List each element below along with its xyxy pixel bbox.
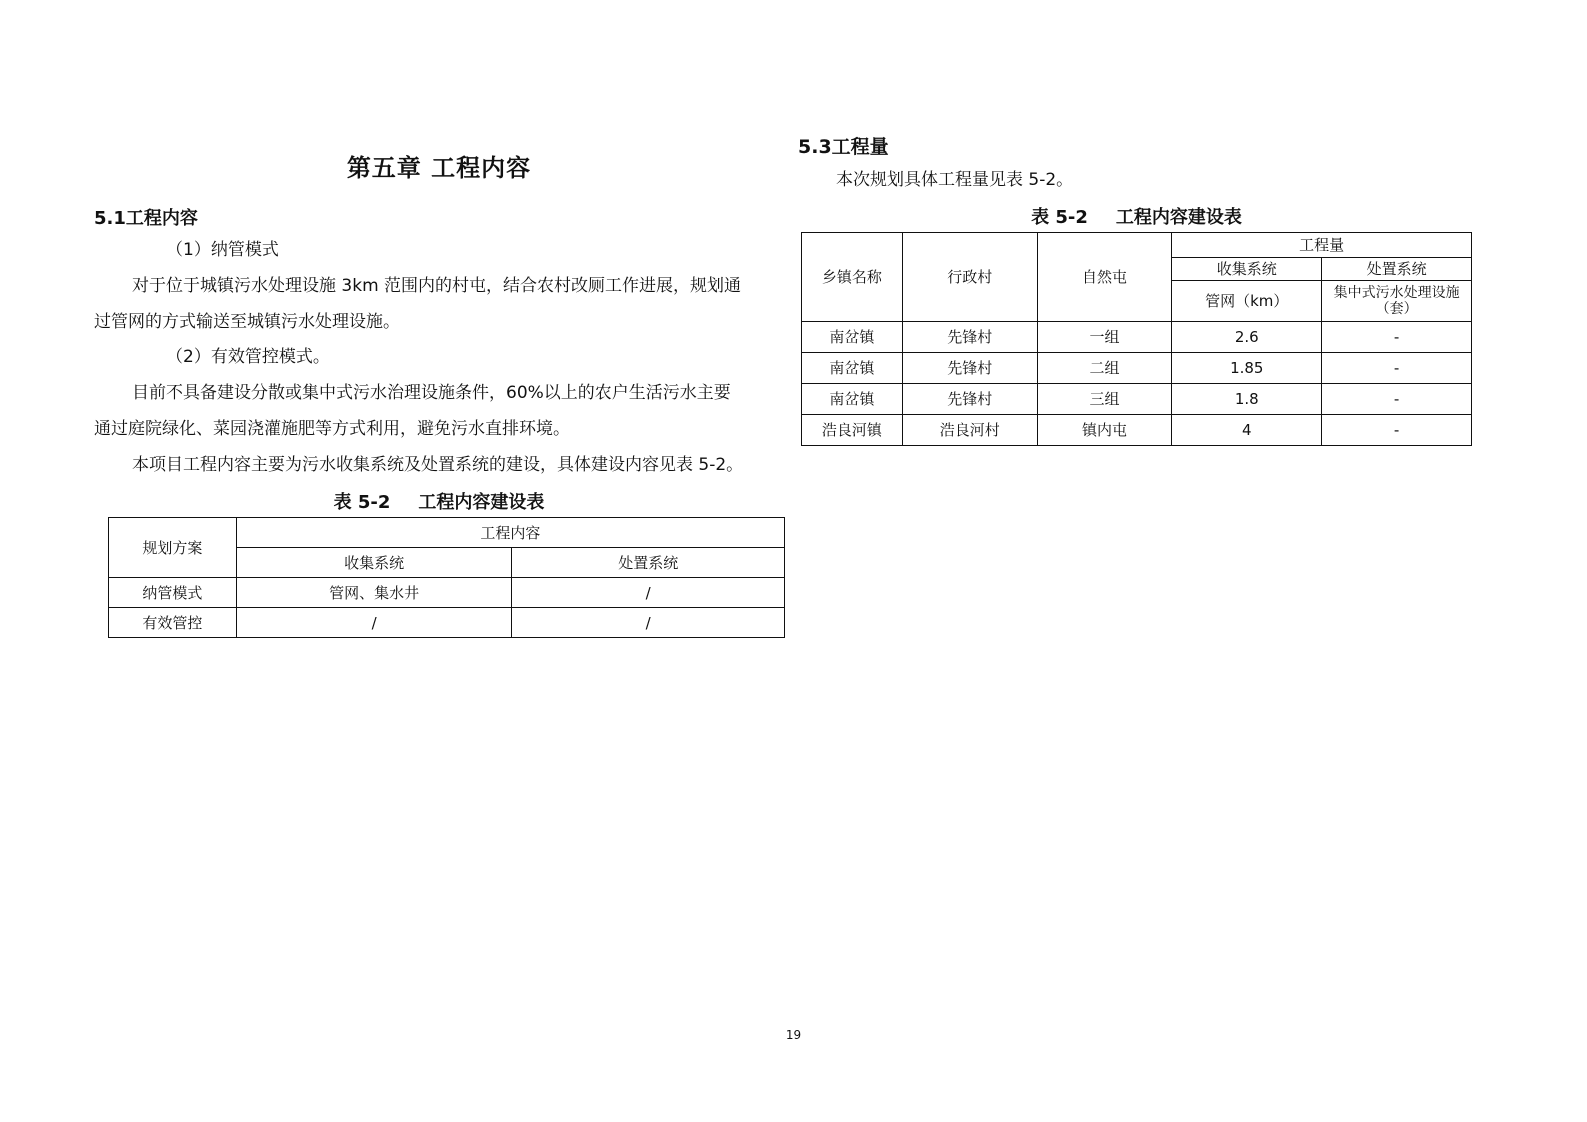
t1-header-collect: 收集系统	[236, 548, 512, 578]
t1-cell-plan: 纳管模式	[109, 578, 237, 608]
table1-caption-title: 工程内容建设表	[418, 492, 545, 513]
t2-cell-pipe: 4	[1172, 415, 1322, 446]
table2-caption-title: 工程内容建设表	[1115, 207, 1242, 228]
item1-text-line2: 过管网的方式输送至城镇污水处理设施。	[94, 312, 400, 332]
section-heading-5-1: 5.1工程内容	[94, 208, 198, 229]
t2-header-dispose: 处置系统	[1322, 258, 1472, 281]
t2-header-facility: 集中式污水处理设施（套）	[1322, 281, 1472, 322]
t2-cell-hamlet: 二组	[1037, 353, 1172, 384]
table-row	[802, 322, 1472, 353]
item2-title: （2）有效管控模式。	[166, 347, 330, 367]
t2-cell-village: 先锋村	[902, 322, 1037, 353]
t2-cell-town: 浩良河镇	[802, 415, 903, 446]
t2-cell-pipe: 1.85	[1172, 353, 1322, 384]
t1-cell-plan: 有效管控	[109, 608, 237, 638]
table1-caption-num: 表 5-2	[333, 492, 391, 513]
t2-cell-facility: -	[1322, 353, 1472, 384]
table2-caption-num: 表 5-2	[1031, 207, 1088, 228]
t2-cell-hamlet: 三组	[1037, 384, 1172, 415]
section-heading-5-3: 5.3工程量	[798, 136, 889, 158]
t2-header-hamlet: 自然屯	[1037, 233, 1172, 322]
t2-cell-town: 南岔镇	[802, 353, 903, 384]
intro-text: 本次规划具体工程量见表 5-2。	[836, 170, 1074, 190]
t1-cell-collect: /	[236, 608, 512, 638]
table-row	[109, 608, 785, 638]
item1-title: （1）纳管模式	[166, 240, 279, 260]
t1-header-content: 工程内容	[236, 518, 784, 548]
t2-header-collect: 收集系统	[1172, 258, 1322, 281]
t1-header-dispose: 处置系统	[512, 548, 785, 578]
t2-header-town: 乡镇名称	[802, 233, 903, 322]
table1-caption	[94, 488, 784, 514]
t2-cell-hamlet: 一组	[1037, 322, 1172, 353]
t2-cell-village: 先锋村	[902, 353, 1037, 384]
table-row	[802, 353, 1472, 384]
table-row	[802, 384, 1472, 415]
t2-cell-facility: -	[1322, 384, 1472, 415]
t2-cell-village: 先锋村	[902, 384, 1037, 415]
t1-cell-dispose: /	[512, 578, 785, 608]
chapter-title: 第五章 工程内容	[346, 154, 532, 182]
t2-header-village: 行政村	[902, 233, 1037, 322]
t2-cell-town: 南岔镇	[802, 384, 903, 415]
item2-text-line1: 目前不具备建设分散或集中式污水治理设施条件，60%以上的农户生活污水主要	[132, 383, 731, 403]
item1-text-line1: 对于位于城镇污水处理设施 3km 范围内的村屯，结合农村改厕工作进展，规划通	[132, 276, 742, 296]
summary-text: 本项目工程内容主要为污水收集系统及处置系统的建设，具体建设内容见表 5-2。	[132, 455, 744, 475]
t2-cell-facility: -	[1322, 415, 1472, 446]
t2-cell-pipe: 1.8	[1172, 384, 1322, 415]
table2-caption	[801, 203, 1472, 229]
item2-text-line2: 通过庭院绿化、菜园浇灌施肥等方式利用，避免污水直排环境。	[94, 419, 570, 439]
quantity-table	[801, 232, 1472, 446]
t1-cell-collect: 管网、集水井	[236, 578, 512, 608]
t2-cell-town: 南岔镇	[802, 322, 903, 353]
table-row	[109, 578, 785, 608]
construction-content-table	[108, 517, 785, 638]
t2-cell-pipe: 2.6	[1172, 322, 1322, 353]
t2-header-quantity: 工程量	[1172, 233, 1472, 258]
t1-cell-dispose: /	[512, 608, 785, 638]
t2-cell-village: 浩良河村	[902, 415, 1037, 446]
t2-cell-hamlet: 镇内屯	[1037, 415, 1172, 446]
t2-cell-facility: -	[1322, 322, 1472, 353]
t2-header-pipe: 管网（km）	[1172, 281, 1322, 322]
page-number: 19	[785, 1028, 802, 1042]
t1-header-plan: 规划方案	[109, 518, 237, 578]
table-row	[802, 415, 1472, 446]
